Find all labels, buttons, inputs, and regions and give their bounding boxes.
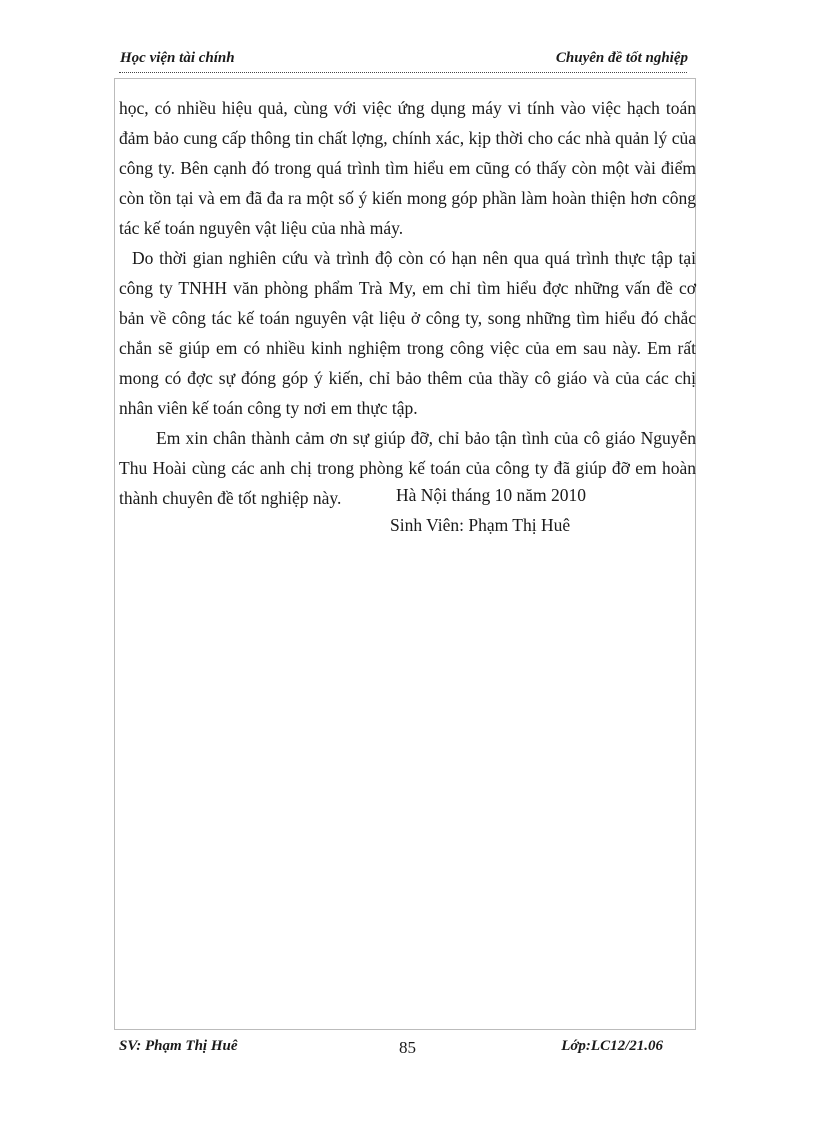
footer-class: Lớp:LC12/21.06 [561,1038,663,1054]
header-document-type: Chuyên đề tốt nghiệp [555,50,688,66]
header-divider [119,72,687,73]
page-header [120,50,688,74]
paragraph-3: Em xin chân thành cảm ơn sự giúp đỡ, chỉ bảo tận tình của cô giáo Nguyễn Thu Hoài cùng các anh chị trong phòng kế toán của công ty đã giúp đỡ em hoàn thành chuyên đề tốt nghiệp này. [119,428,696,508]
paragraph-2: Do thời gian nghiên cứu và trình độ còn có hạn nên qua quá trình thực tập tại công ty TNHH văn phòng phẩm Trà My, em chỉ tìm hiểu đợc những vấn đề cơ bản về công tác kế toán nguyên vật liệu ở công ty, song những tìm hiểu đó chắc chắn sẽ giúp em có nhiều kinh nghiệm trong công việc của em sau này. Em rất mong có đợc sự đóng góp ý kiến, chỉ bảo thêm của thầy cô giáo và của các chị nhân viên kế toán công ty nơi em thực tập. [119,248,696,418]
body-text [119,93,696,513]
page-footer [119,1038,663,1062]
page-number: 85 [399,1038,416,1057]
footer-student: SV: Phạm Thị Huê [119,1038,238,1054]
header-institution: Học viện tài chính [120,50,235,66]
signature-name: Sinh Viên: Phạm Thị Huê [390,515,571,535]
signature-date: Hà Nội tháng 10 năm 2010 [396,485,587,505]
paragraph-1: học, có nhiều hiệu quả, cùng với việc ứng dụng máy vi tính vào việc hạch toán đảm bảo cung cấp thông tin chất lợng, chính xác, kịp thời cho các nhà quản lý của công ty. Bên cạnh đó trong quá trình tìm hiểu em cũng có thấy còn một vài điểm còn tồn tại và em đã đa ra một số ý kiến mong góp phần làm hoàn thiện hơn công tác kế toán nguyên vật liệu của nhà máy. [119,98,696,238]
